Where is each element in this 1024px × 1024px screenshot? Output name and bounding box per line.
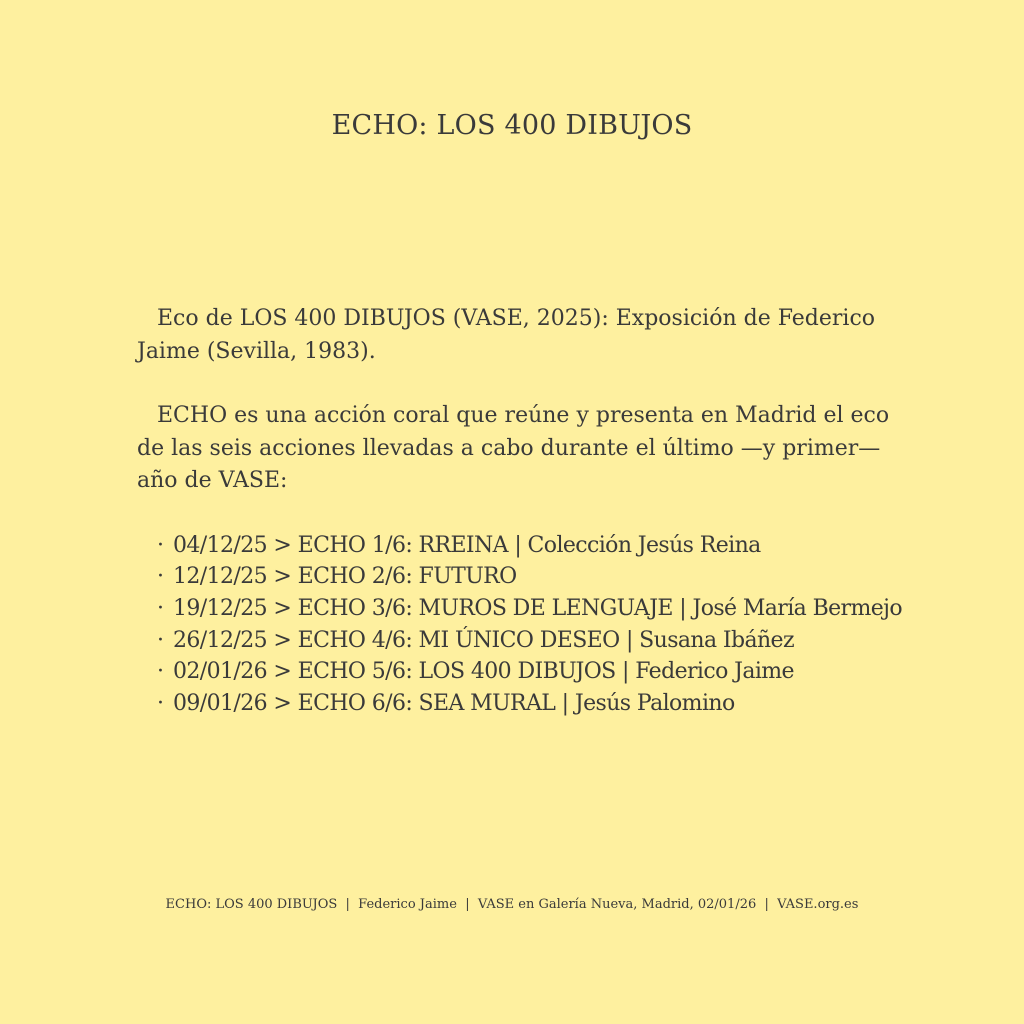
event-item [157, 593, 903, 625]
event-item [157, 656, 897, 688]
main-content [137, 303, 903, 720]
bullet-icon: · [157, 627, 164, 653]
bullet-icon: · [157, 595, 164, 621]
bullet-icon: · [157, 564, 164, 590]
event-text: 12/12/25 > ECHO 2/6: FUTURO [173, 564, 517, 590]
event-item [157, 688, 897, 720]
description-paragraph: ECHO es una acción coral que reúne y presenta en Madrid el eco de las seis acciones llevadas a cabo durante el último —y primer— año de VASE: [137, 403, 890, 493]
bullet-icon: · [157, 532, 164, 558]
event-text: 04/12/25 > ECHO 1/6: RREINA | Colección Jesús Reina [173, 532, 761, 558]
event-text: 26/12/25 > ECHO 4/6: MI ÚNICO DESEO | Susana Ibáñez [173, 627, 794, 653]
bullet-icon: · [157, 659, 164, 685]
bullet-icon: · [157, 691, 164, 717]
event-text: 19/12/25 > ECHO 3/6: MUROS DE LENGUAJE | José María Bermejo [173, 595, 903, 621]
event-text: 02/01/26 > ECHO 5/6: LOS 400 DIBUJOS | Federico Jaime [173, 659, 794, 685]
intro-paragraph: Eco de LOS 400 DIBUJOS (VASE, 2025): Exposición de Federico Jaime (Sevilla, 1983). [137, 306, 876, 364]
event-text: 09/01/26 > ECHO 6/6: SEA MURAL | Jesús Palomino [173, 691, 735, 717]
footer-credits: ECHO: LOS 400 DIBUJOS | Federico Jaime | VASE en Galería Nueva, Madrid, 02/01/26 | VASE.org.es [165, 897, 859, 912]
event-item [157, 530, 897, 562]
event-list [137, 530, 903, 720]
event-item [157, 625, 897, 657]
event-item [157, 561, 897, 593]
page-title: ECHO: LOS 400 DIBUJOS [331, 110, 693, 141]
